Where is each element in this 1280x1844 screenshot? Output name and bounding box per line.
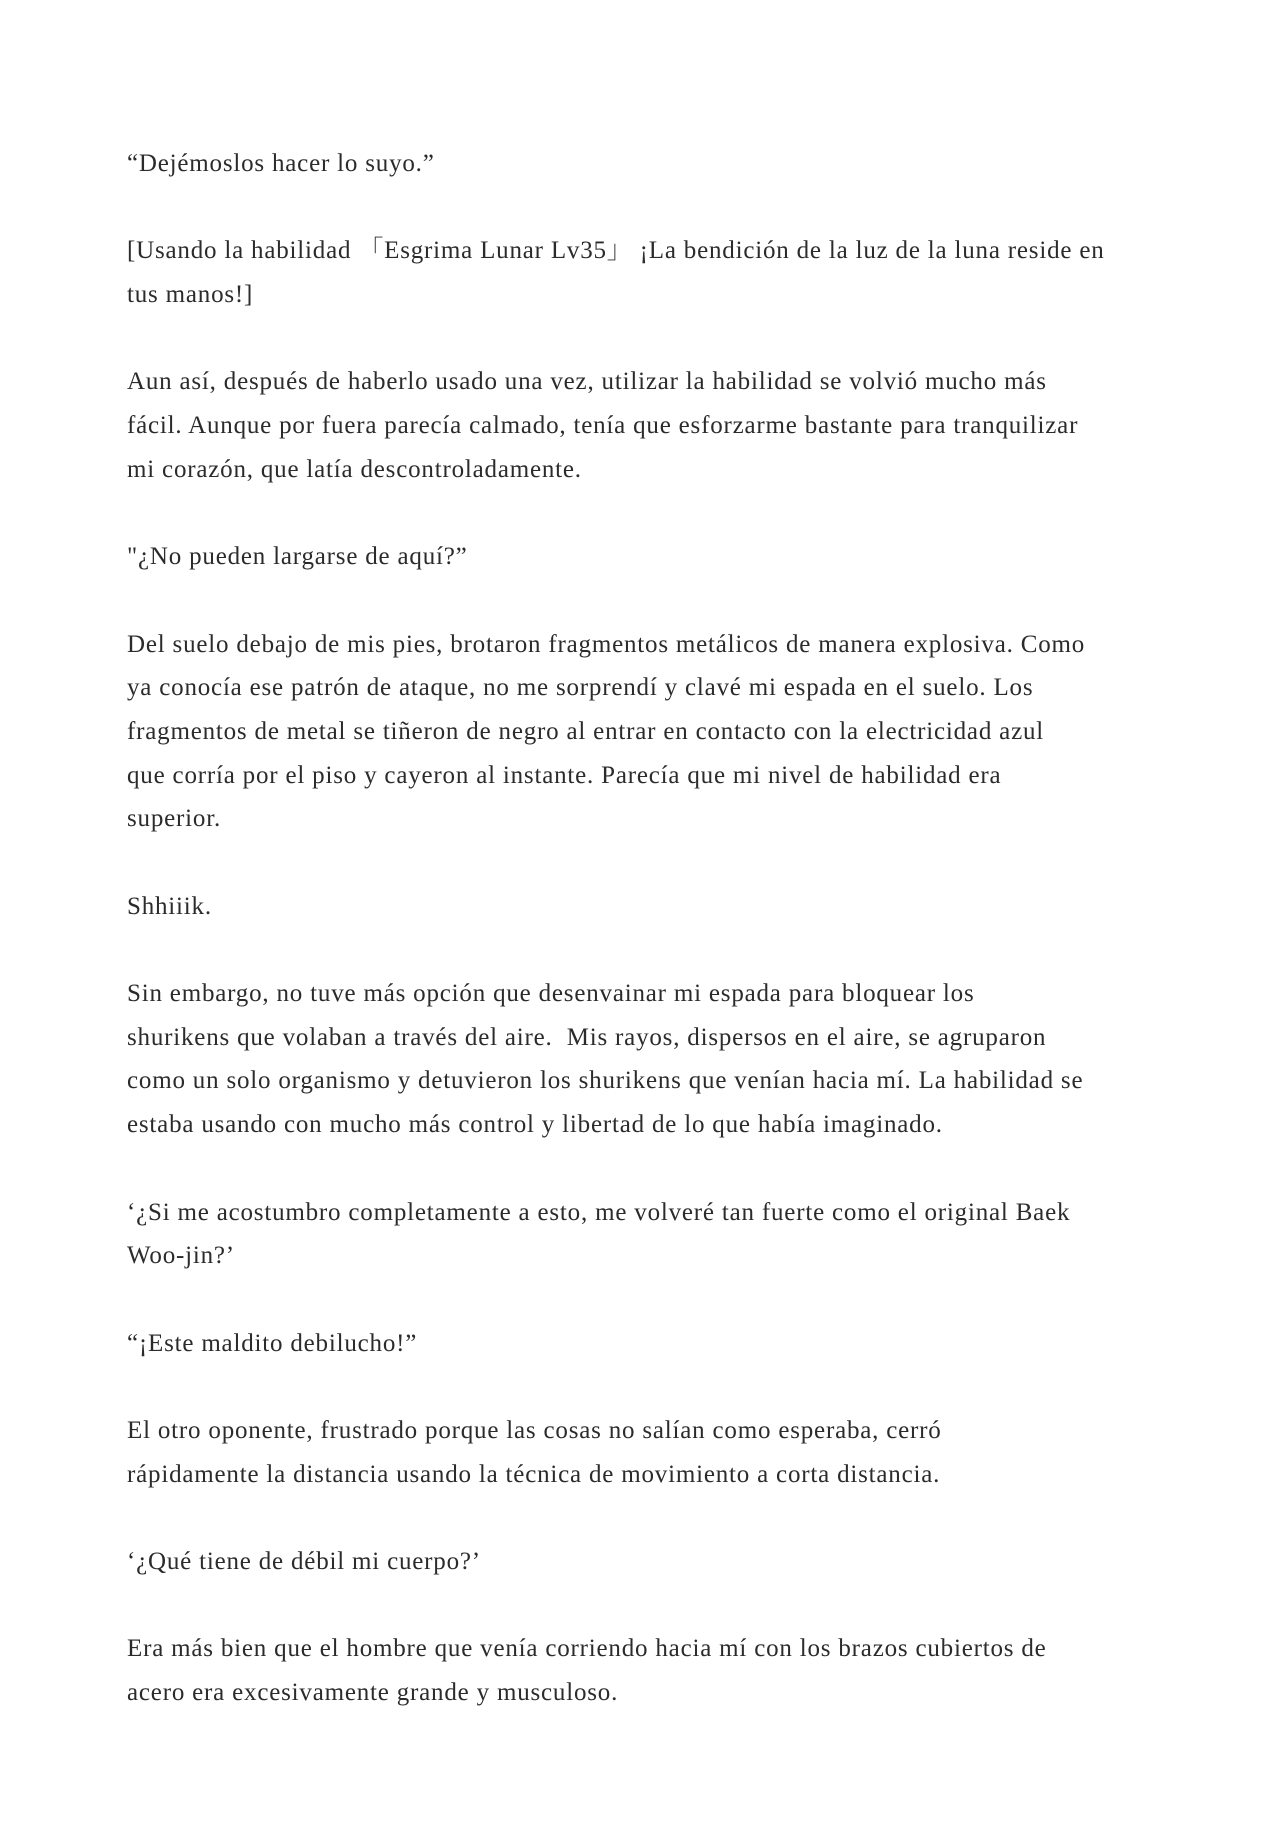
paragraph — [127, 1409, 1280, 1496]
paragraph — [127, 623, 1280, 841]
paragraph — [127, 229, 1280, 316]
text-body — [127, 142, 1280, 1715]
paragraph — [127, 360, 1280, 491]
paragraph-line: fragmentos de metal se tiñeron de negro al entrar en contacto con la electricidad azul — [127, 717, 1045, 745]
paragraph-line: “¡Este maldito debilucho!” — [127, 1329, 418, 1357]
paragraph-line: ‘¿Qué tiene de débil mi cuerpo?’ — [127, 1548, 481, 1575]
paragraph-line: estaba usando con mucho más control y libertad de lo que había imaginado. — [127, 1111, 943, 1139]
paragraph-line: Shhiiik. — [127, 892, 212, 920]
paragraph-line: ‘¿Si me acostumbro completamente a esto, me volveré tan fuerte como el original Baek — [127, 1198, 1071, 1226]
paragraph — [127, 1627, 1280, 1714]
paragraph — [127, 1540, 1280, 1584]
paragraph-line: rápidamente la distancia usando la técnica de movimiento a corta distancia. — [127, 1460, 941, 1488]
paragraph — [127, 1191, 1280, 1278]
paragraph-line: Del suelo debajo de mis pies, brotaron fragmentos metálicos de manera explosiva. Como — [127, 630, 1086, 658]
paragraph-line: "¿No pueden largarse de aquí?” — [127, 543, 468, 571]
paragraph-line: shurikens que volaban a través del aire. Mis rayos, dispersos en el aire, se agruparon — [127, 1023, 1047, 1051]
paragraph-line: mi corazón, que latía descontroladamente. — [127, 455, 582, 483]
paragraph-line: ya conocía ese patrón de ataque, no me sorprendí y clavé mi espada en el suelo. Los — [127, 674, 1034, 702]
paragraph-line: que corría por el piso y cayeron al instante. Parecía que mi nivel de habilidad era — [127, 761, 1002, 789]
paragraph-line: como un solo organismo y detuvieron los shurikens que venían hacia mí. La habilidad se — [127, 1067, 1084, 1095]
paragraph-line: El otro oponente, frustrado porque las cosas no salían como esperaba, cerró — [127, 1416, 942, 1444]
paragraph — [127, 972, 1280, 1147]
paragraph-line: [Usando la habilidad 「Esgrima Lunar Lv35」 ¡La bendición de la luz de la luna reside en — [127, 237, 1105, 265]
paragraph — [127, 885, 1280, 929]
paragraph-line: Sin embargo, no tuve más opción que desenvainar mi espada para bloquear los — [127, 980, 975, 1008]
paragraph-line: Aun así, después de haberlo usado una vez, utilizar la habilidad se volvió mucho más — [127, 368, 1047, 396]
paragraph — [127, 1322, 1280, 1366]
paragraph-line: “Dejémoslos hacer lo suyo.” — [127, 150, 435, 177]
paragraph — [127, 142, 1280, 186]
paragraph-line: superior. — [127, 805, 221, 833]
paragraph-line: tus manos!] — [127, 281, 254, 309]
paragraph-line: Era más bien que el hombre que venía corriendo hacia mí con los brazos cubiertos de — [127, 1635, 1047, 1663]
paragraph — [127, 535, 1280, 579]
paragraph-line: Woo-jin?’ — [127, 1242, 235, 1270]
paragraph-line: acero era excesivamente grande y musculoso. — [127, 1679, 619, 1707]
paragraph-line: fácil. Aunque por fuera parecía calmado, tenía que esforzarme bastante para tranquilizar — [127, 412, 1079, 440]
